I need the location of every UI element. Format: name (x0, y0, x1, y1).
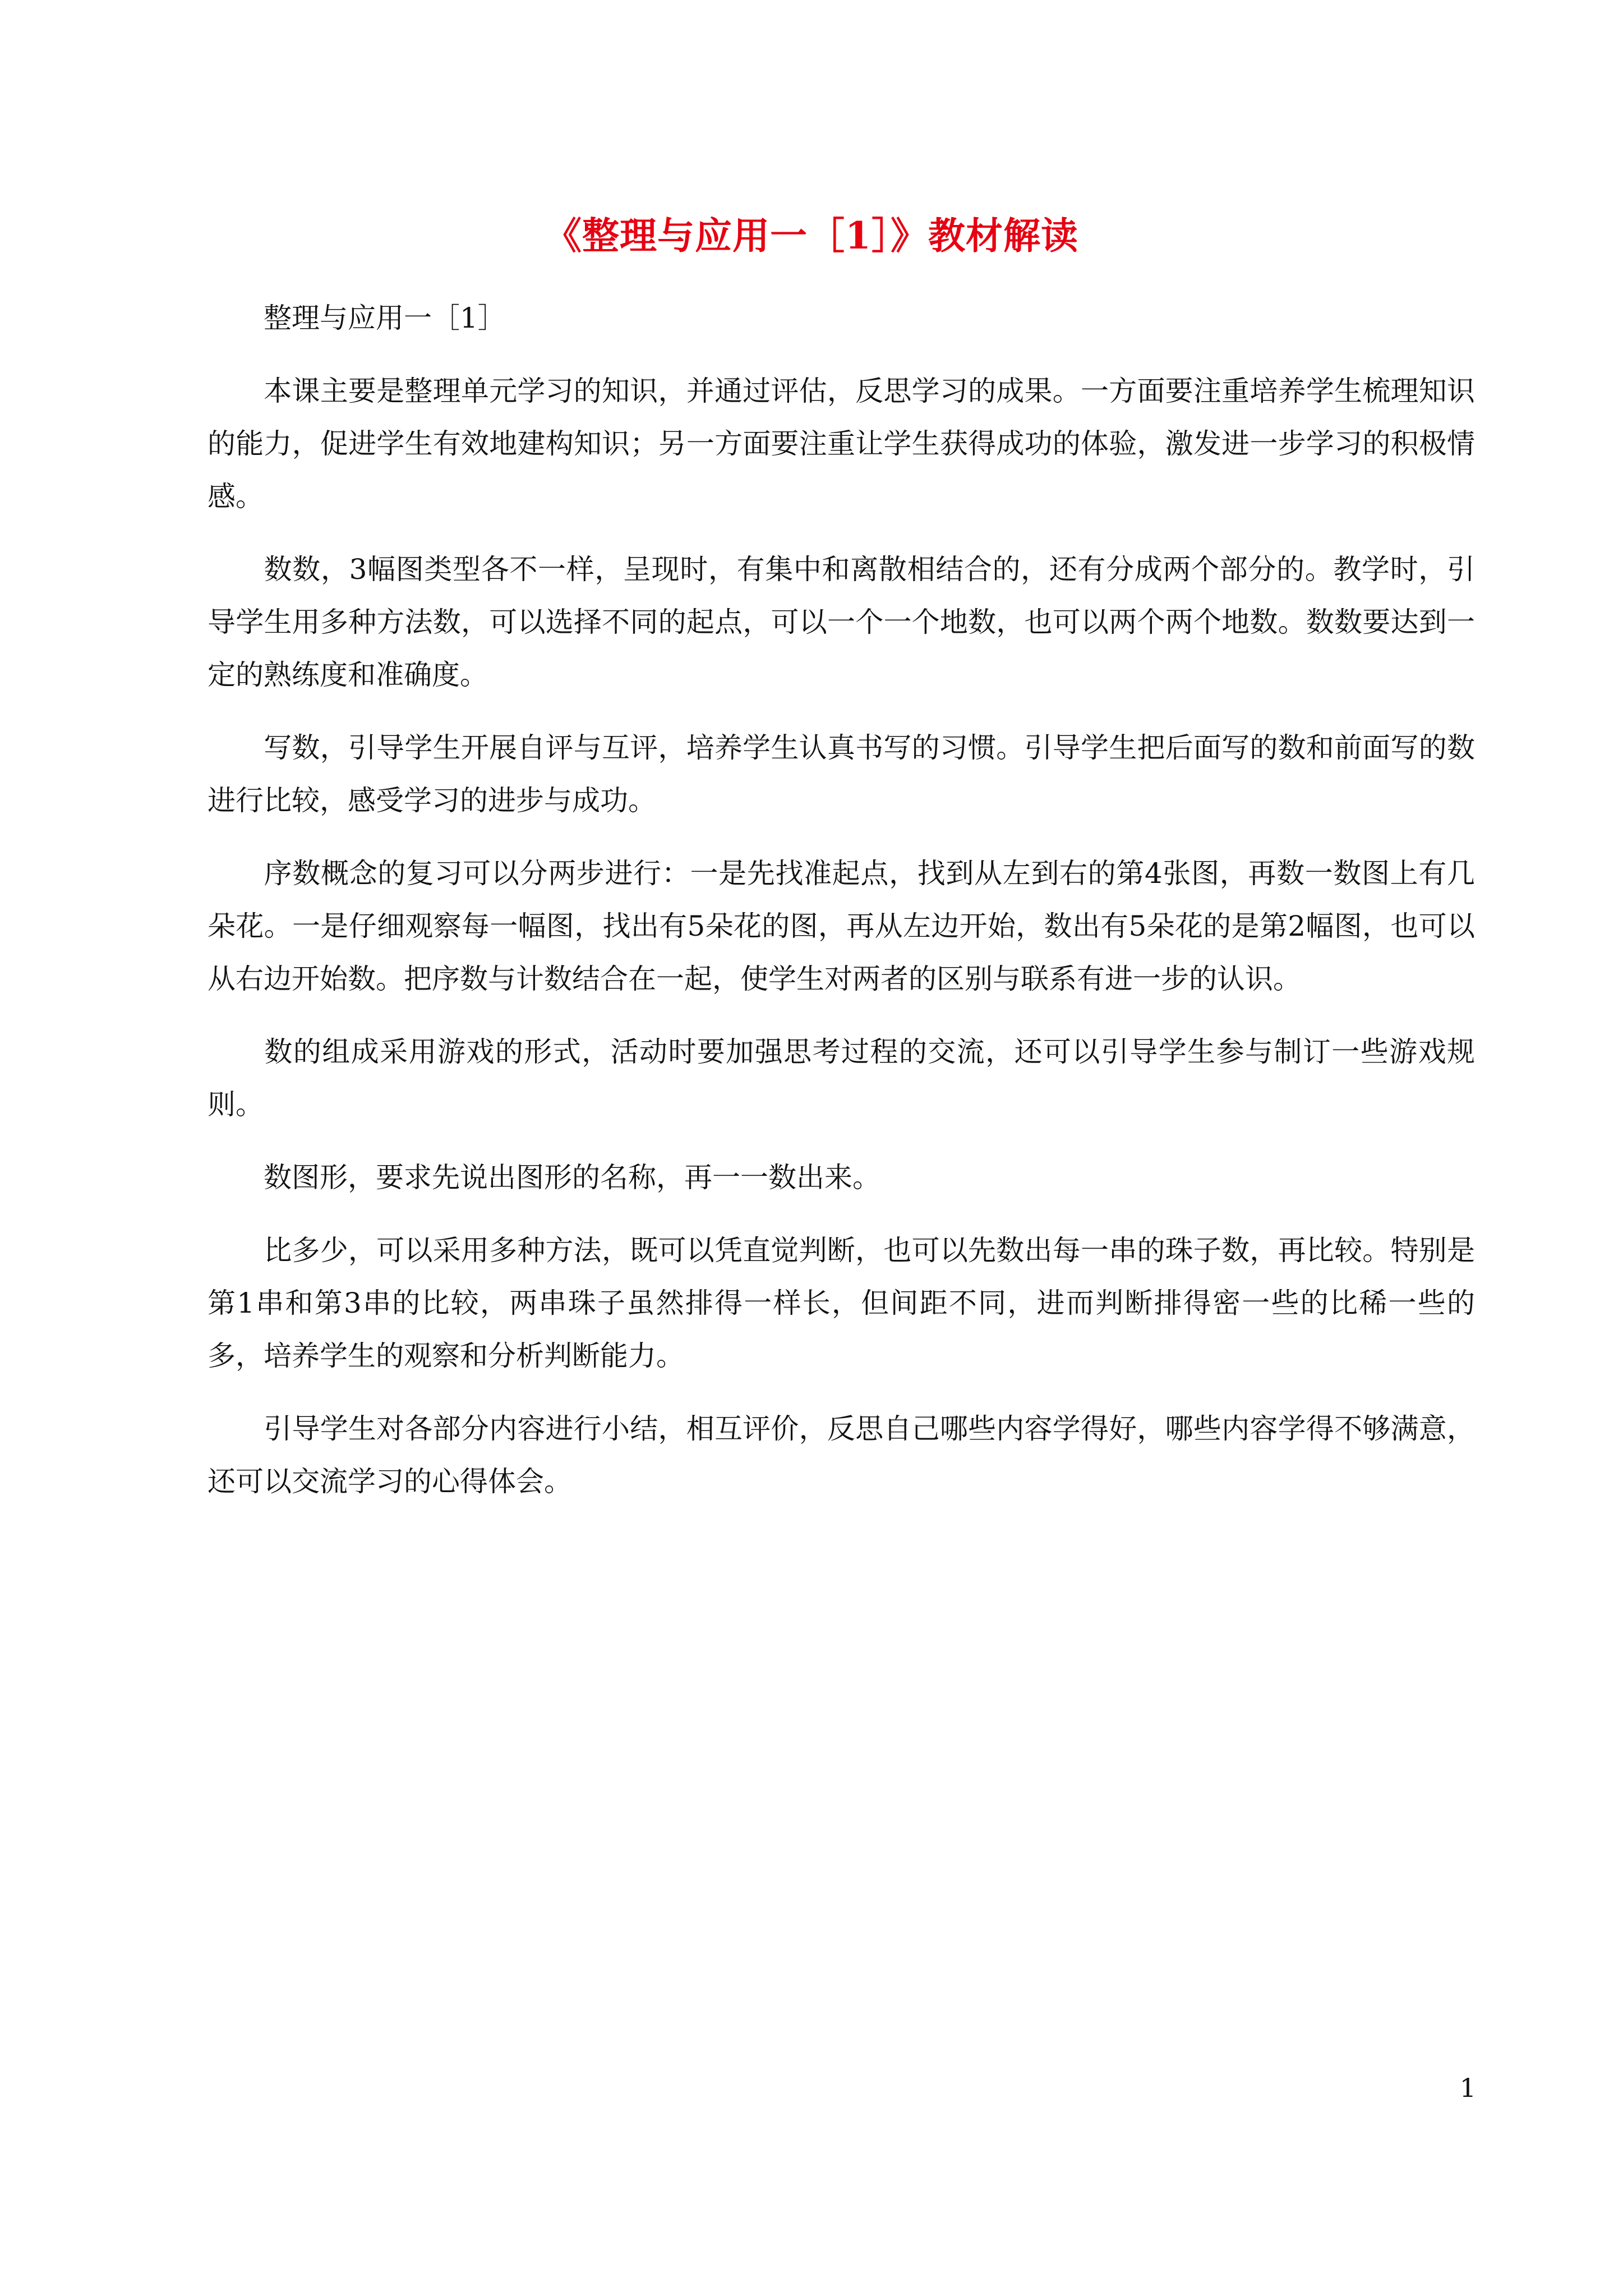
paragraph-overview: 本课主要是整理单元学习的知识，并通过评估，反思学习的成果。一方面要注重培养学生梳理知识的能力，促进学生有效地建构知识；另一方面要注重让学生获得成功的体验，激发进一步学习的积极情感。 (208, 375, 1475, 513)
paragraph-number-composition: 数的组成采用游戏的形式，活动时要加强思考过程的交流，还可以引导学生参与制订一些游戏规则。 (208, 1036, 1475, 1121)
paragraph-counting-shapes: 数图形，要求先说出图形的名称，再一一数出来。 (264, 1161, 880, 1194)
page-number: 1 (1459, 2073, 1476, 2103)
document-body (208, 292, 1475, 1528)
section-subtitle: 整理与应用一［1］ (264, 302, 506, 334)
document-title: 《整理与应用一［1］》教材解读 (545, 214, 1078, 257)
paragraph-ordinal-numbers: 序数概念的复习可以分两步进行：一是先找准起点，找到从左到右的第4张图，再数一数图上有几朵花。一是仔细观察每一幅图，找出有5朵花的图，再从左边开始，数出有5朵花的是第2幅图，也可以从右边开始数。把序数与计数结合在一起，使学生对两者的区别与联系有进一步的认识。 (208, 857, 1475, 995)
paragraph-summary: 引导学生对各部分内容进行小结，相互评价，反思自己哪些内容学得好，哪些内容学得不够满意，还可以交流学习的心得体会。 (208, 1412, 1475, 1498)
paragraph-comparison: 比多少，可以采用多种方法，既可以凭直觉判断，也可以先数出每一串的珠子数，再比较。特别是第1串和第3串的比较，两串珠子虽然排得一样长，但间距不同，进而判断排得密一些的比稀一些的多，培养学生的观察和分析判断能力。 (208, 1234, 1475, 1372)
paragraph-counting: 数数，3幅图类型各不一样，呈现时，有集中和离散相结合的，还有分成两个部分的。教学时，引导学生用多种方法数，可以选择不同的起点，可以一个一个地数，也可以两个两个地数。数数要达到一定的熟练度和准确度。 (208, 553, 1475, 691)
paragraph-writing-numbers: 写数，引导学生开展自评与互评，培养学生认真书写的习惯。引导学生把后面写的数和前面写的数进行比较，感受学习的进步与成功。 (208, 731, 1475, 817)
